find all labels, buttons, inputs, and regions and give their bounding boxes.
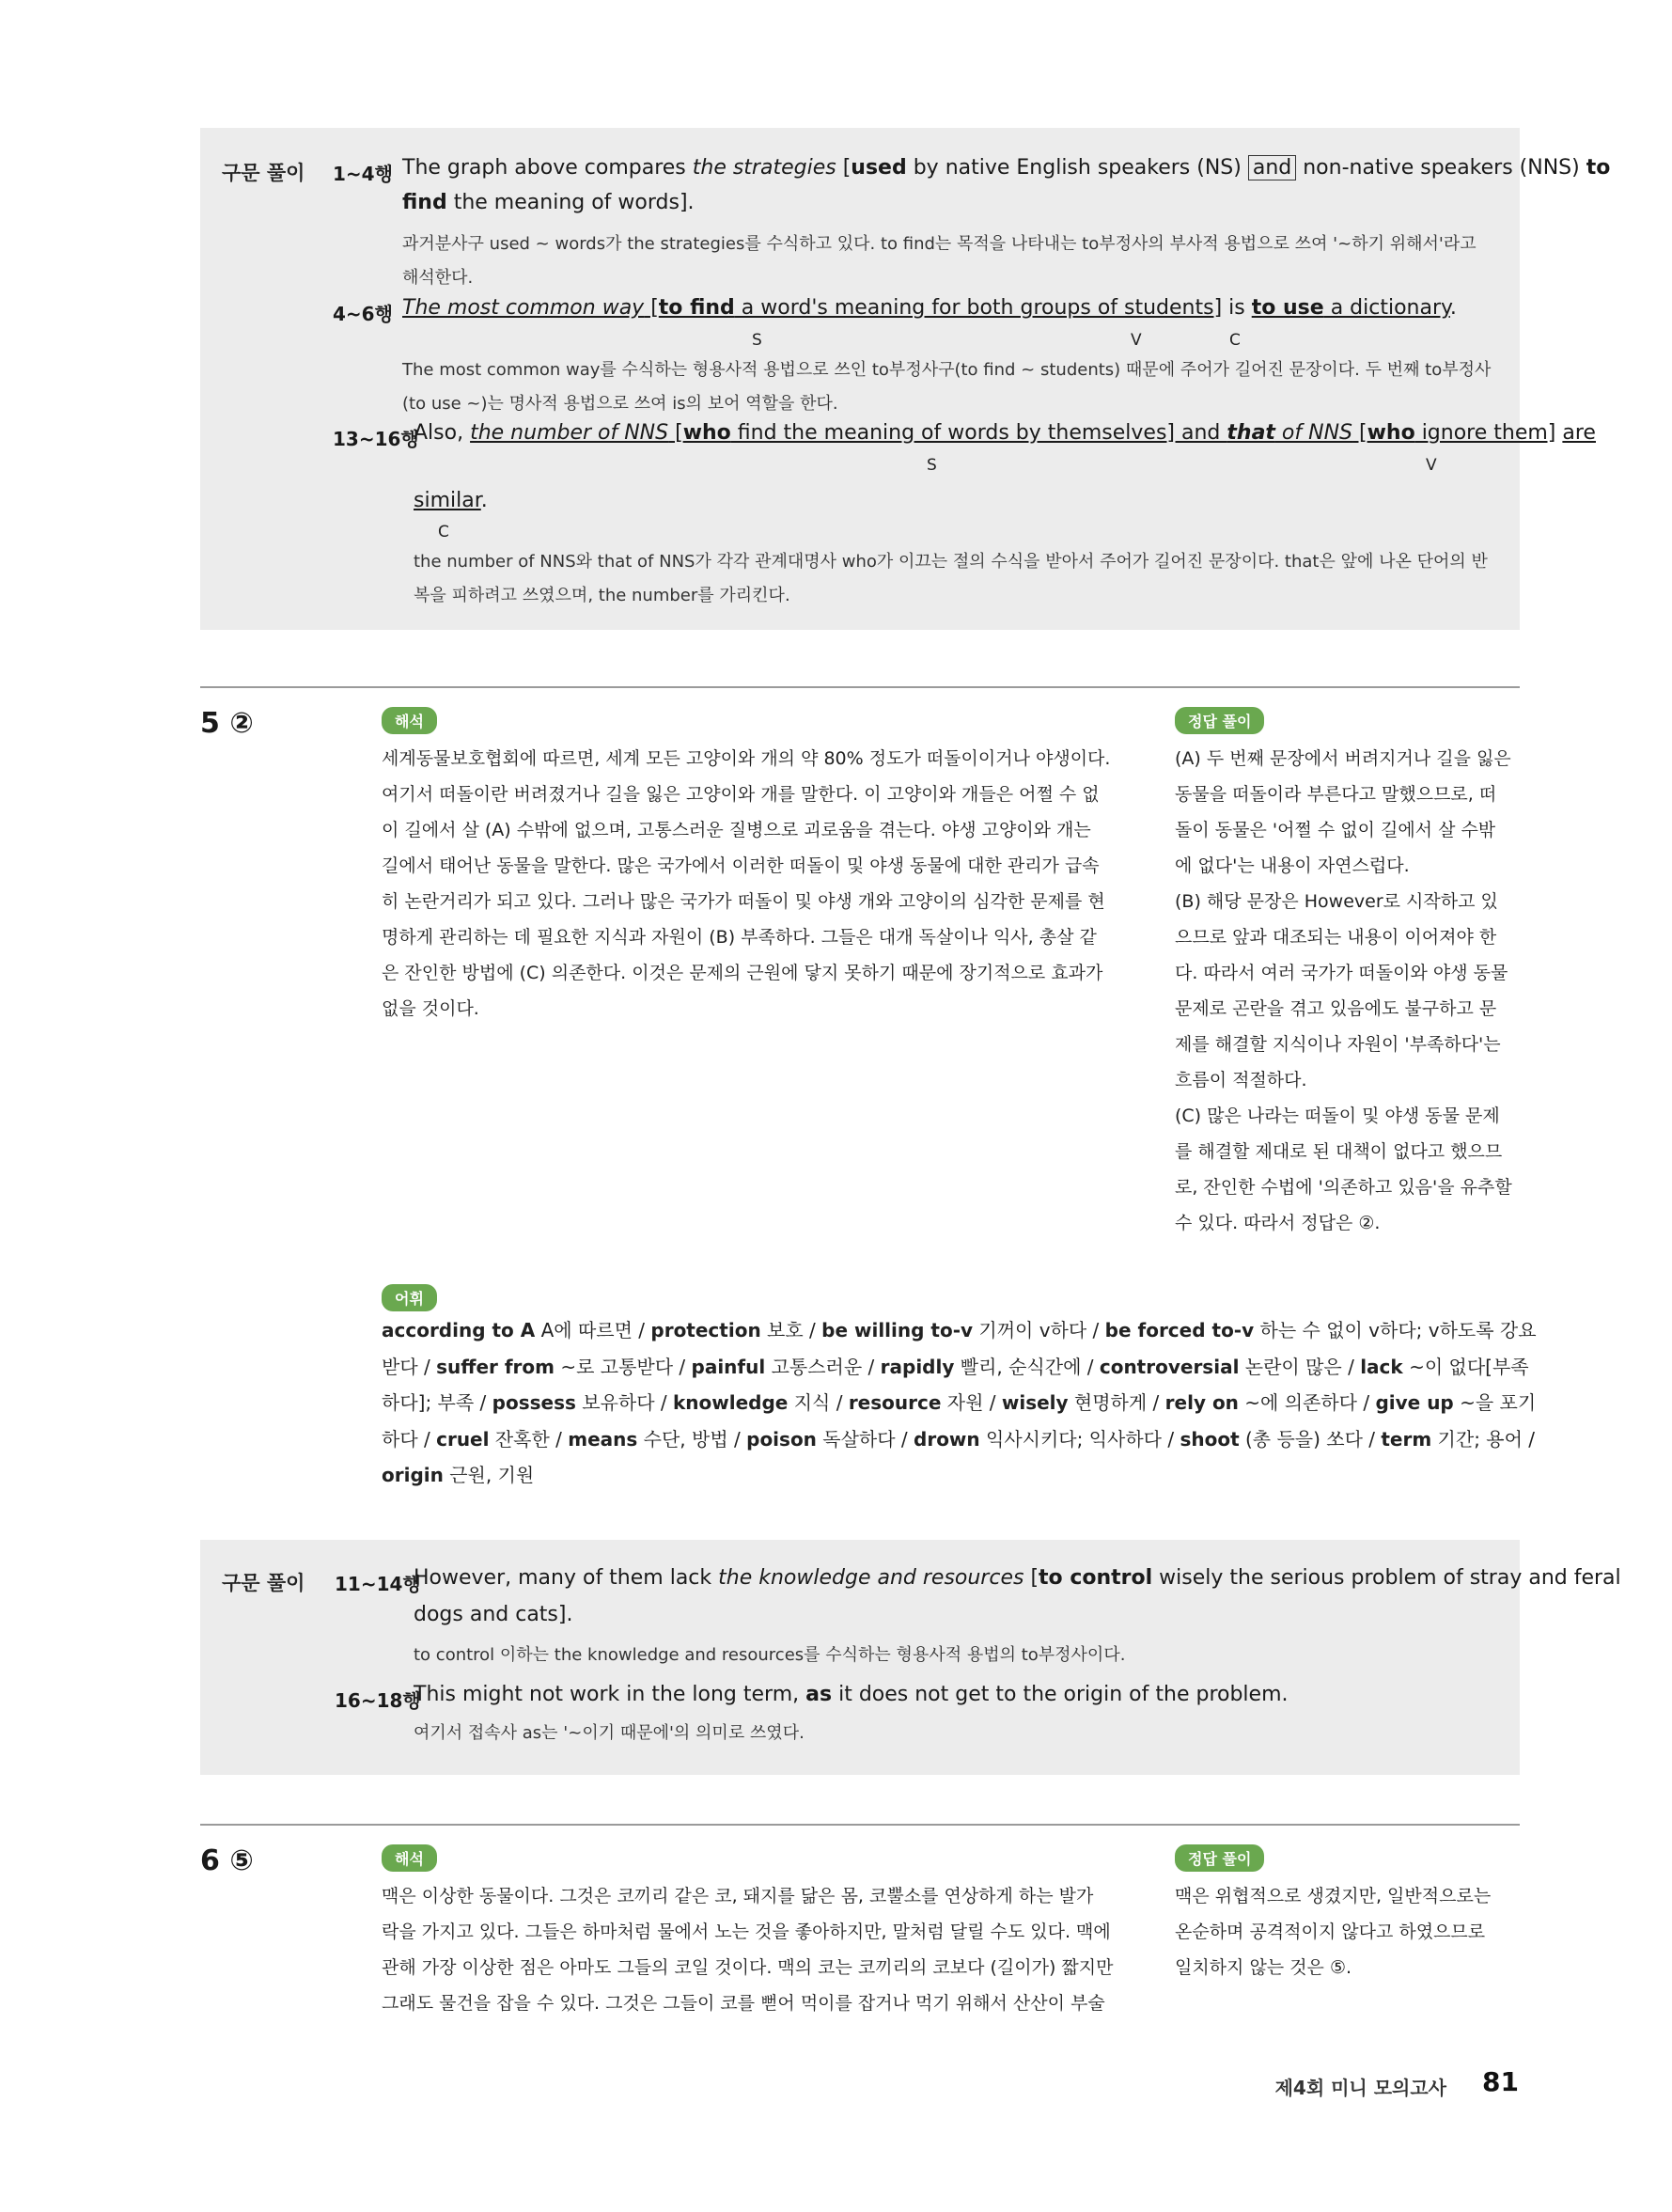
translation-line: 길에서 태어난 동물을 말한다. 많은 국가에서 이러한 떠돌이 및 야생 동물에 대한 관리가 급속 xyxy=(382,855,1100,876)
marker-v-3: V xyxy=(1426,456,1437,475)
vocab-meaning: 수단, 방법 / xyxy=(637,1427,747,1451)
answer-line: 으므로 앞과 대조되는 내용이 이어져야 한 xyxy=(1175,927,1497,948)
vocab-meaning: ~에 의존하다 / xyxy=(1238,1391,1376,1414)
answer-line: 동물을 떠돌이라 부른다고 말했으므로, 떠 xyxy=(1175,784,1497,805)
vocab-meaning: ~로 고통받다 / xyxy=(554,1355,692,1378)
translation-badge-6: 해석 xyxy=(382,1844,437,1872)
vocab-meaning: 지식 / xyxy=(788,1391,849,1414)
note-3-line-1: the number of NNS와 that of NNS가 각각 관계대명사 who가 이끄는 절의 수식을 받아서 주어가 길어진 문장이다. that은 앞에 나온 단어의 반 xyxy=(414,552,1488,572)
translation-line: 은 잔인한 방법에 (C) 의존한다. 이것은 문제의 근원에 닿지 못하기 때문에 장기적으로 효과가 xyxy=(382,963,1103,983)
note-1-line-1: 과거분사구 used ~ words가 the strategies를 수식하고 있다. to find는 목적을 나타내는 to부정사의 부사적 용법으로 쓰여 '~하기 위해서'라고 xyxy=(402,234,1477,254)
vocab-term: lack xyxy=(1360,1355,1403,1378)
marker-c-2: C xyxy=(1229,331,1241,350)
vocab-term: knowledge xyxy=(672,1391,789,1414)
vocab-meaning: 하는 수 없이 v하다; v하도록 강요 xyxy=(1254,1319,1537,1341)
vocab-term: possess xyxy=(492,1391,576,1414)
translation-badge-5: 해석 xyxy=(382,707,437,734)
answer-explanation-6 xyxy=(1175,1878,1519,1985)
answer-line: (C) 많은 나라는 떠돌이 및 야생 동물 문제 xyxy=(1175,1106,1500,1126)
question-number-5: 5 ② xyxy=(200,707,254,740)
boxed-and: and xyxy=(1248,155,1296,180)
vocab-meaning: 보호 / xyxy=(760,1319,822,1341)
answer-line: (B) 해당 문장은 However로 시작하고 있 xyxy=(1175,891,1498,912)
vocab-term: rely on xyxy=(1164,1391,1239,1414)
vocab-meaning: 기간; 용어 / xyxy=(1431,1427,1536,1451)
vocab-term: means xyxy=(568,1427,638,1451)
translation-line: 관해 가장 이상한 점은 아마도 그들의 코일 것이다. 맥의 코는 코끼리의 코보다 (길이가) 짧지만 xyxy=(382,1957,1114,1978)
vocab-term: suffer from xyxy=(436,1355,555,1378)
vocab-term: painful xyxy=(691,1355,766,1378)
vocab-term: according to A xyxy=(382,1319,536,1341)
translation-line: 히 논란거리가 되고 있다. 그러나 많은 국가가 떠돌이 및 야생 개와 고양이의 심각한 문제를 현 xyxy=(382,891,1105,912)
translation-line: 세계동물보호협회에 따르면, 세계 모든 고양이와 개의 약 80% 정도가 떠돌이이거나 야생이다. xyxy=(382,748,1111,769)
answer-line: 흐름이 적절하다. xyxy=(1175,1070,1307,1090)
answer-line: (A) 두 번째 문장에서 버려지거나 길을 잃은 xyxy=(1175,748,1511,769)
vocabulary-5 xyxy=(382,1312,1537,1494)
vocab-term: controversial xyxy=(1099,1355,1240,1378)
vocab-line xyxy=(382,1421,1536,1458)
sentence-1-line-2: find the meaning of words]. xyxy=(402,191,695,214)
question-number-6: 6 ⑤ xyxy=(200,1844,254,1877)
translation-line: 그래도 물건을 잡을 수 있다. 그것은 그들이 코를 뻗어 먹이를 잡거나 먹기 위해서 산산이 부술 xyxy=(382,1993,1105,2014)
line-ref-3: 13~16행 xyxy=(333,428,419,450)
translation-line: 맥은 이상한 동물이다. 그것은 코끼리 같은 코, 돼지를 닮은 몸, 코뿔소를 연상하게 하는 발가 xyxy=(382,1886,1094,1906)
vocab-term: rapidly xyxy=(880,1355,955,1378)
translation-6 xyxy=(382,1878,1133,2021)
vocab-meaning: 하다 / xyxy=(382,1427,437,1451)
vocab-term: be willing to-v xyxy=(821,1319,974,1341)
sentence-2: The most common way [to find a word's meaning for both groups of students] is to use a dictionary. xyxy=(402,296,1457,320)
vocab-term: shoot xyxy=(1180,1427,1240,1451)
vocab-meaning: ~이 없다[부족 xyxy=(1402,1355,1529,1378)
vocab-meaning: 익사시키다; 익사하다 / xyxy=(979,1427,1180,1451)
vocab-meaning: 보유하다 / xyxy=(575,1391,673,1414)
answer-line: 문제로 곤란을 겪고 있음에도 불구하고 문 xyxy=(1175,998,1497,1019)
vocab-term: cruel xyxy=(436,1427,490,1451)
marker-s-2: S xyxy=(752,331,762,350)
vocab-meaning: ~을 포기 xyxy=(1453,1391,1537,1414)
sentence-5: This might not work in the long term, as it does not get to the origin of the problem. xyxy=(414,1683,1289,1706)
vocab-term: term xyxy=(1381,1427,1432,1451)
note-4: to control 이하는 the knowledge and resources를 수식하는 형용사적 용법의 to부정사이다. xyxy=(414,1645,1126,1665)
sentence-1-line-1: The graph above compares the strategies [used by native English speakers (NS) and non-native speakers (NNS) to xyxy=(402,156,1611,180)
vocab-line xyxy=(382,1349,1529,1386)
answer-line: 수 있다. 따라서 정답은 ②. xyxy=(1175,1213,1381,1233)
answer-badge-5: 정답 풀이 xyxy=(1175,707,1264,734)
vocab-meaning: 자원 / xyxy=(941,1391,1002,1414)
vocab-meaning: A에 따르면 / xyxy=(535,1319,651,1341)
translation-line: 없을 것이다. xyxy=(382,998,479,1019)
vocab-meaning: 받다 / xyxy=(382,1355,437,1378)
answer-line: 일치하지 않는 것은 ⑤. xyxy=(1175,1957,1352,1978)
vocab-badge-5: 어휘 xyxy=(382,1284,437,1311)
note-5: 여기서 접속사 as는 '~이기 때문에'의 의미로 쓰였다. xyxy=(414,1723,805,1743)
answer-line: 에 없다'는 내용이 자연스럽다. xyxy=(1175,855,1410,876)
vocab-meaning: 잔혹한 / xyxy=(489,1427,569,1451)
answer-badge-6: 정답 풀이 xyxy=(1175,1844,1264,1872)
analysis-tag-1: 구문 풀이 xyxy=(222,162,305,184)
vocab-meaning: 논란이 많은 / xyxy=(1239,1355,1361,1378)
vocab-line xyxy=(382,1385,1537,1421)
line-ref-1: 1~4행 xyxy=(333,163,393,185)
vocab-term: poison xyxy=(746,1427,817,1451)
marker-v-2: V xyxy=(1131,331,1142,350)
line-ref-5: 16~18행 xyxy=(335,1689,421,1712)
vocab-term: resource xyxy=(848,1391,942,1414)
line-ref-4: 11~14행 xyxy=(335,1573,421,1595)
translation-line: 명하게 관리하는 데 필요한 지식과 자원이 (B) 부족하다. 그들은 대개 독살이나 익사, 총살 같 xyxy=(382,927,1097,948)
vocab-term: drown xyxy=(914,1427,980,1451)
footer-title: 제4회 미니 모의고사 xyxy=(1274,2077,1446,2099)
marker-c-3: C xyxy=(438,523,449,541)
sentence-3-line-2: similar. xyxy=(414,489,488,512)
answer-line: 제를 해결할 지식이나 자원이 '부족하다'는 xyxy=(1175,1034,1501,1055)
vocab-meaning: 근원, 기원 xyxy=(443,1464,535,1486)
vocab-term: wisely xyxy=(1001,1391,1069,1414)
translation-5 xyxy=(382,741,1133,1027)
vocab-term: origin xyxy=(382,1464,444,1486)
answer-explanation-5 xyxy=(1175,741,1519,1241)
divider-q5 xyxy=(200,686,1520,688)
vocab-meaning: 독살하다 / xyxy=(816,1427,914,1451)
vocab-meaning: 현명하게 / xyxy=(1068,1391,1165,1414)
answer-line: 다. 따라서 여러 국가가 떠돌이와 야생 동물 xyxy=(1175,963,1508,983)
vocab-line xyxy=(382,1457,1519,1494)
vocab-meaning: 고통스러운 / xyxy=(765,1355,881,1378)
page-number: 81 xyxy=(1482,2066,1519,2097)
vocab-line xyxy=(382,1312,1537,1349)
answer-line: 로, 잔인한 수법에 '의존하고 있음'을 유추할 xyxy=(1175,1177,1512,1198)
answer-line: 돌이 동물은 '어쩔 수 없이 길에서 살 수밖 xyxy=(1175,820,1496,840)
sentence-4-line-1: However, many of them lack the knowledge and resources [to control wisely the serious problem of stray and feral xyxy=(414,1566,1621,1590)
translation-line: 이 길에서 살 (A) 수밖에 없으며, 고통스러운 질병으로 괴로움을 겪는다. 야생 고양이와 개는 xyxy=(382,820,1091,840)
vocab-meaning: 하다]; 부족 / xyxy=(382,1391,492,1414)
vocab-meaning: 빨리, 순식간에 / xyxy=(954,1355,1100,1378)
sentence-4-line-2: dogs and cats]. xyxy=(414,1603,573,1626)
note-1-line-2: 해석한다. xyxy=(402,268,474,288)
answer-line: 온순하며 공격적이지 않다고 하였으므로 xyxy=(1175,1922,1486,1942)
vocab-term: give up xyxy=(1375,1391,1454,1414)
note-2-line-1: The most common way를 수식하는 형용사적 용법으로 쓰인 to부정사구(to find ~ students) 때문에 주어가 길어진 문장이다. 두 번째 to부정사 xyxy=(402,360,1492,380)
translation-line: 락을 가지고 있다. 그들은 하마처럼 물에서 노는 것을 좋아하지만, 말처럼 달릴 수도 있다. 맥에 xyxy=(382,1922,1111,1942)
vocab-term: be forced to-v xyxy=(1104,1319,1255,1341)
marker-s-3: S xyxy=(927,456,937,475)
answer-line: 맥은 위협적으로 생겼지만, 일반적으로는 xyxy=(1175,1886,1492,1906)
vocab-meaning: 기꺼이 v하다 / xyxy=(973,1319,1105,1341)
sentence-3-line-1: Also, the number of NNS [who find the meaning of words by themselves] and that of NNS [who ignore them] are xyxy=(414,421,1596,445)
divider-q6 xyxy=(200,1824,1520,1826)
vocab-meaning: (총 등을) 쏘다 / xyxy=(1239,1427,1382,1451)
note-2-line-2: (to use ~)는 명사적 용법으로 쓰여 is의 보어 역할을 한다. xyxy=(402,394,838,414)
translation-line: 여기서 떠돌이란 버려졌거나 길을 잃은 고양이와 개를 말한다. 이 고양이와 개들은 어쩔 수 없 xyxy=(382,784,1100,805)
answer-line: 를 해결할 제대로 된 대책이 없다고 했으므 xyxy=(1175,1141,1503,1162)
vocab-term: protection xyxy=(650,1319,761,1341)
analysis-tag-2: 구문 풀이 xyxy=(222,1572,305,1594)
line-ref-2: 4~6행 xyxy=(333,303,393,325)
note-3-line-2: 복을 피하려고 쓰였으며, the number를 가리킨다. xyxy=(414,586,790,605)
